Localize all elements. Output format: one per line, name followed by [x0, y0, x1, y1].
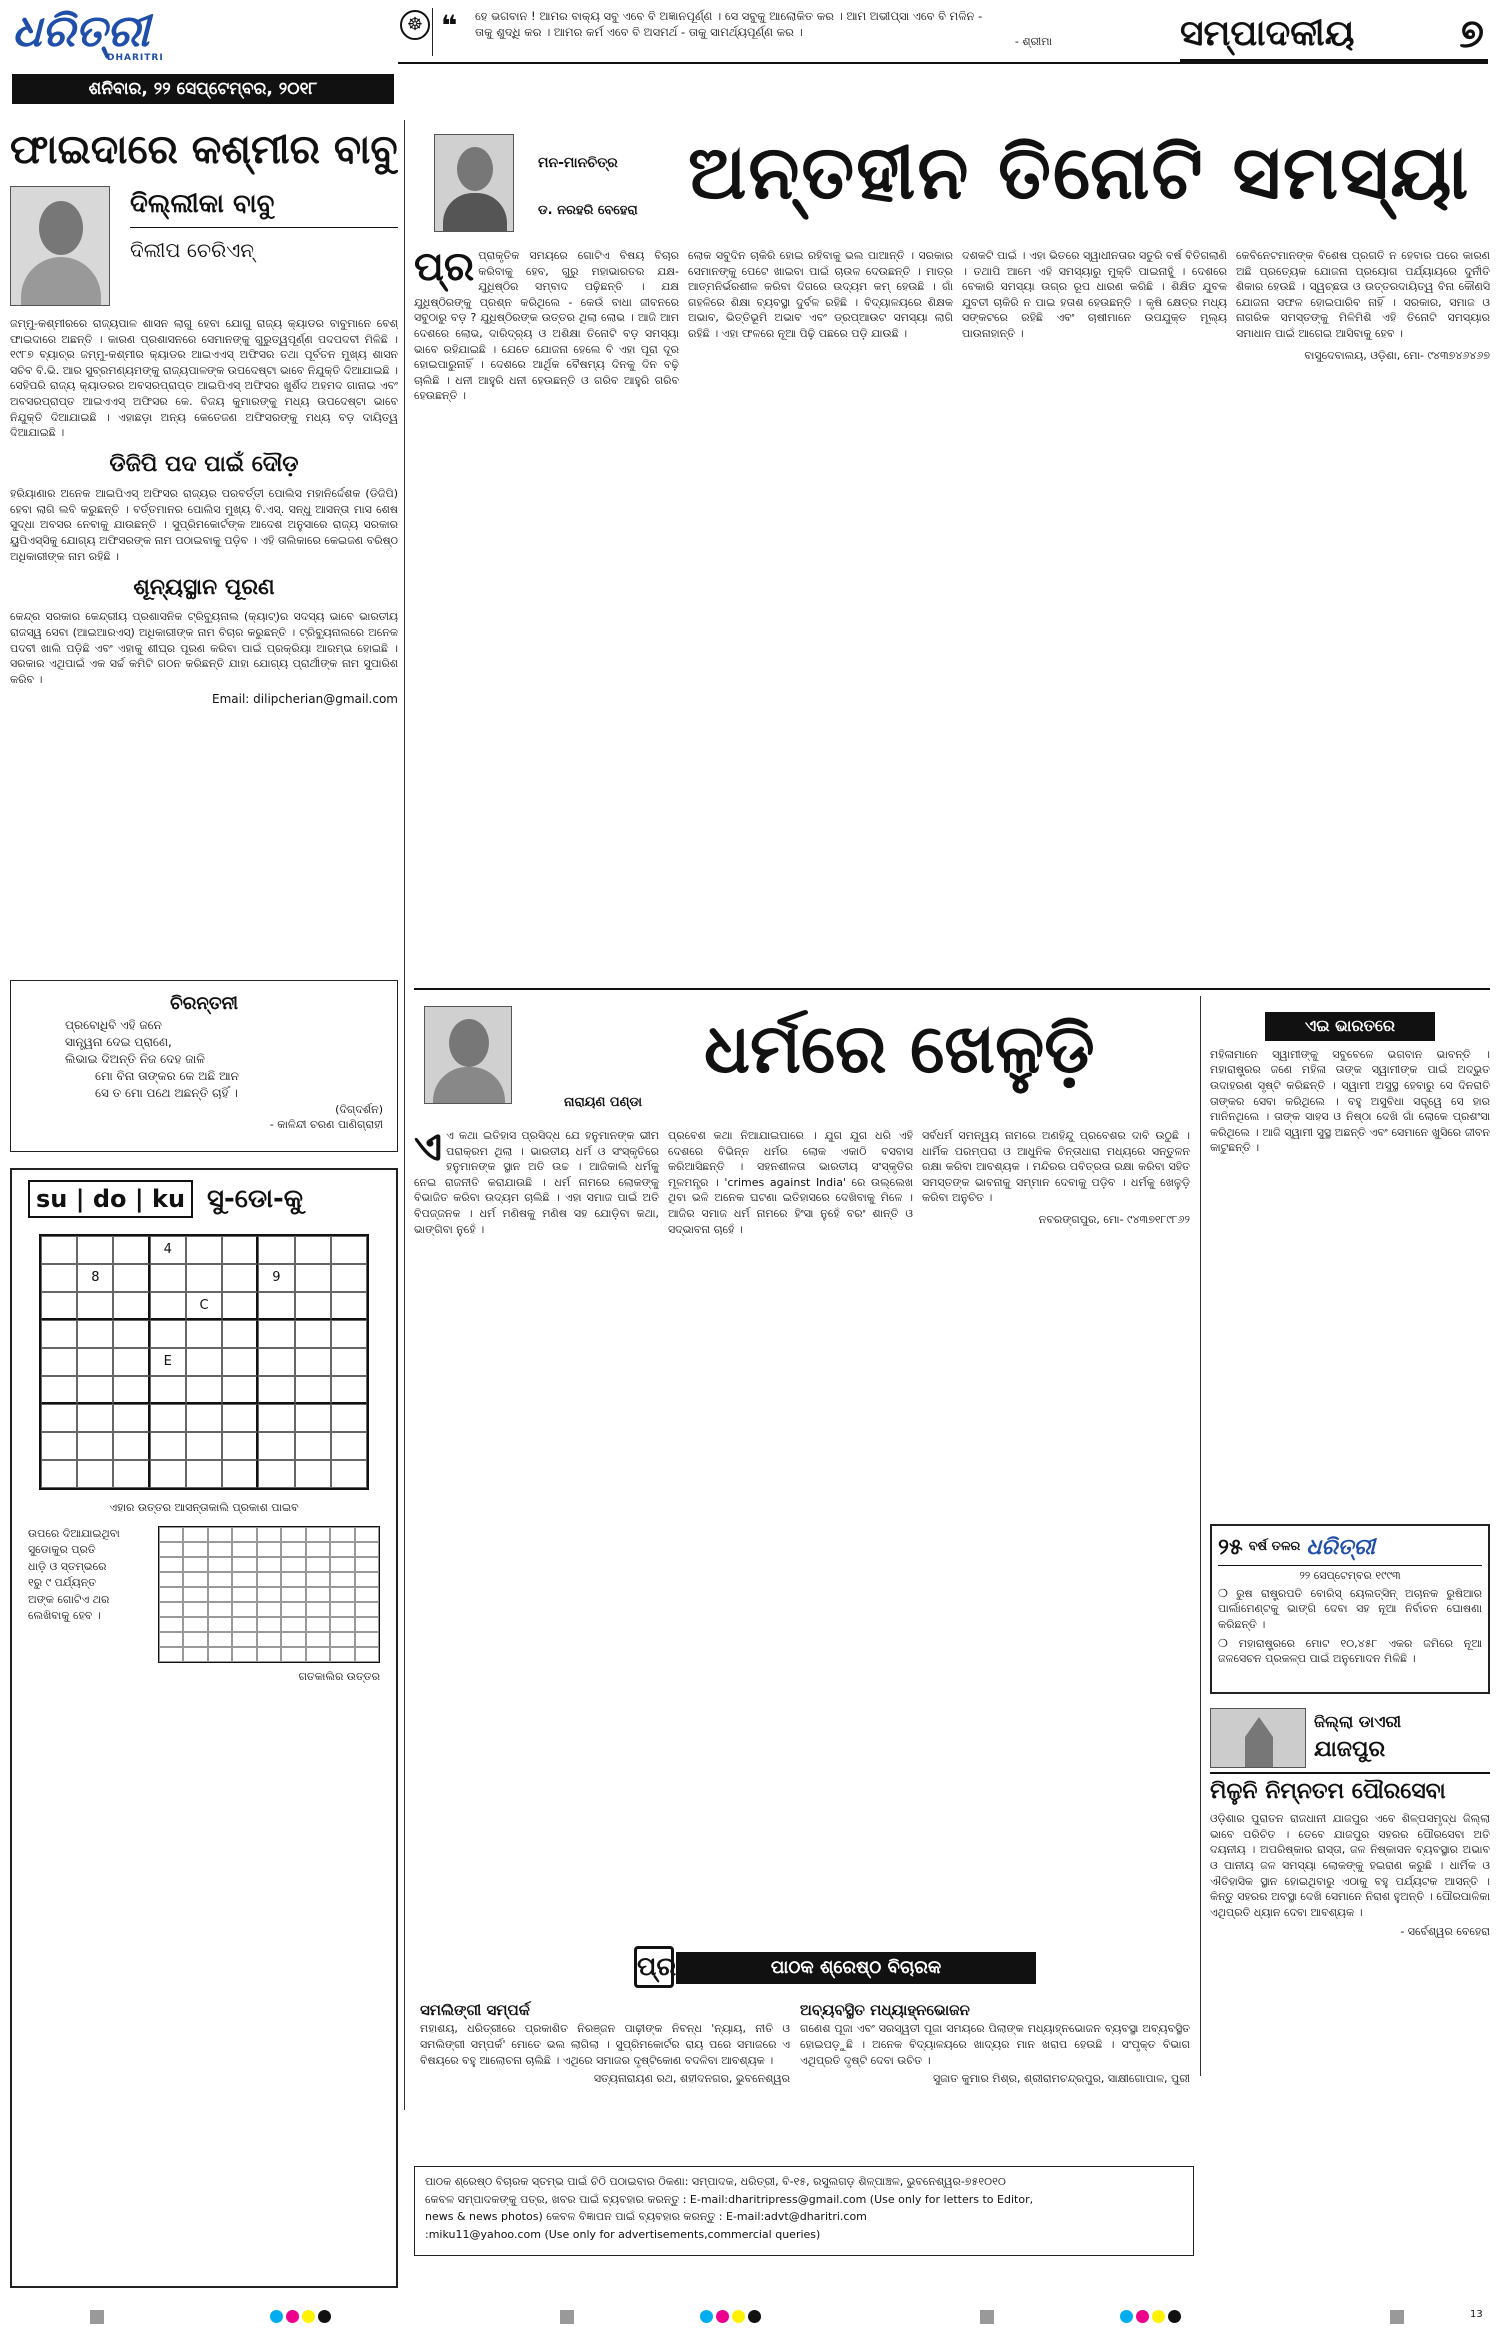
sudoku-prev-label: ଗତକାଲିର ଉତ୍ତର: [298, 1669, 380, 1683]
dharma-col-c: [922, 1128, 1190, 2008]
sudoku-cell[interactable]: [41, 1404, 77, 1432]
sudoku-prev-cell: [183, 1647, 207, 1662]
sudoku-instruction: ଅଙ୍କ ଗୋଟିଏ ଥର: [28, 1592, 110, 1606]
sudoku-cell[interactable]: [77, 1348, 113, 1376]
dharma-byline-end: ନବରଙ୍ଗପୁର, ମୋ- ୯୪୩୭୧୮୯୮୬୨: [1038, 1213, 1190, 1227]
main-col-d: [1236, 248, 1490, 868]
dharma-col-b: [668, 1128, 913, 2008]
sudoku-prev-cell: [208, 1647, 232, 1662]
letters-footer-email[interactable]: news & news photos) କେବଳ ବିଜ୍ଞାପନ ପାଇଁ ବ୍ୟବହାର କରନ୍ତୁ : E-mail:advt@dharitri.com: [425, 2210, 867, 2224]
sudoku-cell[interactable]: [77, 1460, 113, 1488]
ei-bharatare-title-text: ଏଇ ଭାରତରେ: [1304, 1016, 1396, 1035]
sudoku-cell[interactable]: 8: [77, 1264, 113, 1292]
sudoku-prev-cell: [330, 1527, 354, 1542]
main-byline-end: ବାସୁଦେବାଲୟ, ଓଡ଼ିଶା, ମୋ- ୯୪୩୭୪୬୪୬୭: [1304, 348, 1490, 362]
column1-body-3: କେନ୍ଦ୍ର ସରକାର କେନ୍ଦ୍ରୀୟ ପ୍ରଶାସନିକ ଟ୍ରିବ୍ୟୁନାଲ (କ୍ୟାଟ୍‌)ର ସଦସ୍ୟ ଭାବେ ଭାରତୀୟ ରାଜସ୍ୱ ସେବା (ଆଇଆରଏସ୍‌) ଅଧିକାରୀଙ୍କ ନାମ ବିଚାର କରୁଛନ୍ତି । ଟ୍ରିବ୍ୟୁନାଲରେ ଅନେକ ପଦବୀ ଖାଲି ପଡ଼ିଛି ଏବଂ ଏହାକୁ ଶୀଘ୍ର ପୂରଣ କରିବା ପାଇଁ ପ୍ରକ୍ରିୟା ଆରମ୍ଭ ହୋଇଛି । ସରକାର ଏଥିପାଇଁ ଏକ ସର୍ଚ୍ଚ କମିଟି ଗଠନ କରିଛନ୍ତି ଯାହା ଯୋଗ୍ୟ ପ୍ରାର୍ଥୀଙ୍କ ନାମ ସୁପାରିଶ କରିବ ।: [10, 610, 398, 686]
sudoku-prev-cell: [232, 1617, 256, 1632]
sudoku-cell[interactable]: [331, 1376, 367, 1404]
letter-1-body: ମହାଶୟ, ଧରିତ୍ରୀରେ ପ୍ରକାଶିତ ନିରଞ୍ଜନ ପାଢ଼ୀଙ୍କ ନିବନ୍ଧ 'ନ୍ୟାୟ, ନୀତି ଓ ସମଲିଙ୍ଗୀ ସମ୍ପର୍କ' ମୋତେ ଭଲ ଲାଗିଲା । ସୁପ୍ରିମକୋର୍ଟର ରାୟ ପରେ ସମାଜରେ ଏ ବିଷୟରେ ବହୁ ଆଲୋଚନା ଚାଲିଛି । ଏଥିରେ ସମାଜର ଦୃଷ୍ଟିକୋଣ ବଦଳିବା ଆବଶ୍ୟକ ।: [420, 2022, 790, 2067]
bullet-icon: ❍: [1218, 1636, 1239, 1650]
sudoku-prev-cell: [159, 1587, 183, 1602]
sudoku-prev-cell: [306, 1527, 330, 1542]
sudoku-prev-cell: [232, 1602, 256, 1617]
column1-subhead-2: ଶୂନ୍ୟସ୍ଥାନ ପୂରଣ: [133, 575, 275, 601]
sudoku-cell[interactable]: [186, 1460, 222, 1488]
dropcap: ଏ: [414, 1128, 443, 1170]
sudoku-cell[interactable]: [150, 1432, 186, 1460]
sudoku-prev-cell: [257, 1542, 281, 1557]
dharma-headline: ଧର୍ମରେ ଖେଳୁଡ଼ି: [704, 1010, 1095, 1089]
bullet-icon: ❍: [1218, 1586, 1237, 1600]
sudoku-cell[interactable]: [41, 1432, 77, 1460]
sudoku-prev-cell: [330, 1617, 354, 1632]
letters-header: [414, 1944, 1194, 1992]
sudoku-prev-cell: [355, 1617, 379, 1632]
letter-2-body: ଗଣେଶ ପୂଜା ଏବଂ ସରସ୍ୱତୀ ପୂଜା ସମୟରେ ପିଲାଙ୍କ ମଧ୍ୟାହ୍ନଭୋଜନ ବ୍ୟବସ୍ଥା ଅବ୍ୟବସ୍ଥିତ ହୋଇପଡ଼ୁଛି । ଅନେକ ବିଦ୍ୟାଳୟରେ ଖାଦ୍ୟର ମାନ ଖରାପ ହେଉଛି । ସଂପୃକ୍ତ ବିଭାଗ ଏଥିପ୍ରତି ଦୃଷ୍ଟି ଦେବା ଉଚିତ ।: [800, 2022, 1190, 2067]
sudoku-prev-cell: [183, 1617, 207, 1632]
sudoku-prev-cell: [183, 1542, 207, 1557]
main-col-b: [688, 248, 953, 868]
sudoku-cell[interactable]: [113, 1320, 149, 1348]
date-box: [12, 74, 394, 104]
letter-2-title: ଅବ୍ୟବସ୍ଥିତ ମଧ୍ୟାହ୍ନଭୋଜନ: [800, 2001, 970, 2019]
sudoku-cell[interactable]: [150, 1460, 186, 1488]
section-rule: [414, 988, 1490, 990]
sudoku-cell[interactable]: [186, 1264, 222, 1292]
column-divider: [1200, 996, 1201, 2076]
sudoku-prev-cell: [355, 1602, 379, 1617]
sudoku-cell[interactable]: [258, 1460, 294, 1488]
poem-line: ମୋ ବିନା ତାଙ୍କର କେ ଅଛି ଆନ: [95, 1068, 239, 1083]
sudoku-prev-cell: [183, 1587, 207, 1602]
poem-title: ଚିରନ୍ତନୀ: [169, 993, 238, 1014]
section-banner: [1180, 6, 1488, 62]
sudoku-cell[interactable]: [222, 1236, 258, 1264]
dharma-author: ନାରାୟଣ ପଣ୍ଡା: [564, 1095, 643, 1110]
sudoku-prev-cell: [257, 1527, 281, 1542]
sudoku-cell[interactable]: [150, 1292, 186, 1320]
sudoku-prev-cell: [306, 1557, 330, 1572]
dharma-col-c-text: ସର୍ବଧର୍ମ ସମନ୍ୱୟ ନାମରେ ଅଣହିନ୍ଦୁ ପ୍ରବେଶର ଦାବି ଉଠୁଛି । ଧାର୍ମିକ ପରମ୍ପରା ଓ ଆଧୁନିକ ଚିନ୍ତାଧାରା ମଧ୍ୟରେ ସନ୍ତୁଳନ ରକ୍ଷା କରିବା ଆବଶ୍ୟକ । ମନ୍ଦିରର ପବିତ୍ରତା ରକ୍ଷା କରିବା ସହିତ ସମସ୍ତଙ୍କ ଭାବନାକୁ ସମ୍ମାନ ଦେବାକୁ ପଡ଼ିବ । ଧର୍ମକୁ ଖେଳୁଡ଼ି କରିବା ଅନୁଚିତ ।: [922, 1129, 1190, 1205]
sudoku-cell[interactable]: C: [186, 1292, 222, 1320]
sudoku-cell[interactable]: [258, 1432, 294, 1460]
sudoku-prev-cell: [281, 1587, 305, 1602]
logo-sub: DHARITRI: [107, 53, 164, 63]
sudoku-prev-cell: [330, 1647, 354, 1662]
sudoku-cell[interactable]: [77, 1376, 113, 1404]
sudoku-cell[interactable]: [41, 1460, 77, 1488]
sudoku-cell[interactable]: 4: [150, 1236, 186, 1264]
sudoku-cell[interactable]: [41, 1348, 77, 1376]
sudoku-prev-cell: [257, 1602, 281, 1617]
sudoku-prev-cell: [306, 1617, 330, 1632]
temple-image: [1210, 1708, 1306, 1768]
sudoku-prev-cell: [159, 1557, 183, 1572]
sudoku-instruction: ଉପରେ ଦିଆଯାଇଥିବା: [28, 1526, 120, 1540]
ei-bharatare-box: [1210, 1012, 1490, 1512]
sudoku-prev-cell: [355, 1527, 379, 1542]
sudoku-cell[interactable]: [258, 1292, 294, 1320]
sudoku-prev-cell: [281, 1632, 305, 1647]
sudoku-prev-cell: [281, 1557, 305, 1572]
sudoku-prev-cell: [355, 1587, 379, 1602]
sudoku-cell[interactable]: [77, 1320, 113, 1348]
column1-subhead-1: ଡିଜିପି ପଦ ପାଇଁ ଦୌଡ଼: [109, 451, 299, 477]
sudoku-cell[interactable]: [222, 1348, 258, 1376]
letter-1-author: ସତ୍ୟନାରାୟଣ ରଥ, ଶହୀଦନଗର, ଭୁବନେଶ୍ୱର: [593, 2072, 790, 2086]
sudoku-cell[interactable]: [222, 1292, 258, 1320]
dharma-header: [414, 996, 1194, 1126]
sudoku-cell[interactable]: [77, 1404, 113, 1432]
sudoku-prev-cell: [330, 1602, 354, 1617]
sudoku-prev-cell: [232, 1542, 256, 1557]
sudoku-prev-cell: [306, 1602, 330, 1617]
sudoku-cell[interactable]: [113, 1404, 149, 1432]
sudoku-cell[interactable]: [222, 1264, 258, 1292]
sudoku-prev-cell: [183, 1602, 207, 1617]
print-marks: [0, 2306, 1500, 2330]
masthead-rule: [398, 62, 1488, 64]
sudoku-title-or: ସୁ-ଡୋ-କୁ: [207, 1183, 304, 1214]
ei-bharatare-title: [1265, 1012, 1435, 1041]
sudoku-box: [10, 1168, 398, 2288]
sudoku-cell[interactable]: [222, 1320, 258, 1348]
poem-line: ପ୍ରବୋଧିବି ଏହି ଜନେ: [65, 1017, 162, 1032]
sudoku-prev-cell: [159, 1542, 183, 1557]
logo-main: ଧରିତ୍ରୀ: [12, 6, 150, 57]
letter-2-author: ସୁଜାତ କୁମାର ମିଶ୍ର, ଶ୍ରୀରାମଚନ୍ଦ୍ରପୁର, ସାକ୍ଷୀଗୋପାଳ, ପୁରୀ: [932, 2072, 1190, 2086]
sudoku-prev-cell: [208, 1572, 232, 1587]
sudoku-prev-cell: [355, 1542, 379, 1557]
letters-header-text: ପାଠକ ଶ୍ରେଷ୍ଠ ବିଚାରକ: [770, 1957, 942, 1978]
sudoku-cell[interactable]: [222, 1376, 258, 1404]
sudoku-prev-cell: [159, 1632, 183, 1647]
sudoku-grid[interactable]: [39, 1234, 369, 1490]
sudoku-prev-cell: [159, 1602, 183, 1617]
sudoku-cell[interactable]: [186, 1432, 222, 1460]
poem-line: ସାନ୍ତ୍ୱନା ଦେଇ ପ୍ରାଣେ,: [65, 1034, 172, 1049]
sudoku-cell[interactable]: [331, 1320, 367, 1348]
years25-item-text: ମହାରାଷ୍ଟ୍ରରେ ମୋଟ ୧୦,୪୫୮ ଏକର ଜମିରେ ନୂଆ ଜଳସେଚନ ପ୍ରକଳ୍ପ ପାଇଁ ଅନୁମୋଦନ ମିଳିଛି ।: [1218, 1636, 1482, 1666]
poem-source: (ଦିଗ୍‌ଦର୍ଶନ): [335, 1102, 383, 1116]
sudoku-cell[interactable]: [186, 1404, 222, 1432]
main-col-a-text: ପ୍ରାକୃତିକ ସମୟରେ ଗୋଟିଏ ବିଷୟ ବିଚାର କରିବାକୁ ହେବ, ଗୁରୁ ମହାଭାରତର ଯକ୍ଷ-ଯୁଧିଷ୍ଠିର ସମ୍ବାଦ ପଢ଼ିଛନ୍ତି । ଯକ୍ଷ ଯୁଧିଷ୍ଠିରଙ୍କୁ ପ୍ରଶ୍ନ କରିଥିଲେ - କେଉଁ ବାଧା ଜୀବନରେ ସବୁଠାରୁ ବଡ଼ ? ଯୁଧିଷ୍ଠିରଙ୍କ ଉତ୍ତର ଥିଲା ଲୋଭ । ଆଜି ଆମ ଦେଶରେ ଲୋଭ, ଦାରିଦ୍ର୍ୟ ଓ ଅଶିକ୍ଷା ତିନୋଟି ବଡ଼ ସମସ୍ୟା ଭାବେ ରହିଯାଇଛି । ଯେତେ ଯୋଜନା ହେଲେ ବି ଏହା ପୂରା ଦୂର ହୋଇପାରୁନାହିଁ । ଦେଶରେ ଆର୍ଥିକ ବୈଷମ୍ୟ ଦିନକୁ ଦିନ ବଢ଼ି ଚାଲିଛି । ଧନୀ ଆହୁରି ଧନୀ ହେଉଛନ୍ତି ଓ ଗରିବ ଆହୁରି ଗରିବ ହେଉଛନ୍ତି ।: [414, 249, 679, 403]
sudoku-prev-cell: [208, 1602, 232, 1617]
sudoku-cell[interactable]: [113, 1376, 149, 1404]
main-author-photo: [434, 134, 514, 232]
sudoku-prev-cell: [257, 1617, 281, 1632]
sudoku-prev-cell: [330, 1542, 354, 1557]
years25-box: [1210, 1524, 1490, 1694]
column1-author: ଦିଲୀପ ଚେରିଏନ୍‌: [130, 237, 255, 262]
sudoku-prev-cell: [208, 1632, 232, 1647]
sudoku-cell[interactable]: [258, 1376, 294, 1404]
sudoku-cell[interactable]: [331, 1292, 367, 1320]
letter-1-title: ସମଲିଙ୍ଗୀ ସମ୍ପର୍କ: [420, 2001, 530, 2019]
sudoku-cell[interactable]: [295, 1460, 331, 1488]
sudoku-cell[interactable]: [258, 1348, 294, 1376]
sudoku-prev-cell: [183, 1527, 207, 1542]
sudoku-cell[interactable]: [295, 1236, 331, 1264]
letters-footer-address: ପାଠକ ଶ୍ରେଷ୍ଠ ବିଚାରକ ସ୍ତମ୍ଭ ପାଇଁ ଚିଠି ପଠାଇବାର ଠିକଣା: ସମ୍ପାଦକ, ଧରିତ୍ରୀ, ବି-୧୫, ରସୁଲଗଡ଼ ଶିଳ୍ପାଞ୍ଚଳ, ଭୁବନେଶ୍ୱର-୭୫୧୦୧୦: [425, 2175, 1006, 2188]
sudoku-cell[interactable]: [113, 1264, 149, 1292]
grey-mark: [560, 2310, 574, 2324]
sudoku-cell[interactable]: [331, 1460, 367, 1488]
letter-1: [420, 2000, 790, 2160]
sudoku-prev-cell: [232, 1647, 256, 1662]
sudoku-prev-cell: [159, 1647, 183, 1662]
sudoku-cell[interactable]: [295, 1320, 331, 1348]
letter-2: [800, 2000, 1190, 2160]
sudoku-instruction: ଲେଖିବାକୁ ହେବ ।: [28, 1609, 101, 1623]
jilla-body: ଓଡ଼ିଶାର ପୁରାତନ ରାଜଧାନୀ ଯାଜପୁର ଏବେ ଶିଳ୍ପସମୃଦ୍ଧ ଜିଲ୍ଲା ଭାବେ ପରିଚିତ । ତେବେ ଯାଜପୁର ସହରର ପୌରସେବା ଅତି ଦୟନୀୟ । ଅପରିଷ୍କାର ରାସ୍ତା, ଜଳ ନିଷ୍କାସନ ବ୍ୟବସ୍ଥାର ଅଭାବ ଓ ପାନୀୟ ଜଳ ସମସ୍ୟା ଲୋକଙ୍କୁ ହଇରାଣ କରୁଛି । ଧାର୍ମିକ ଓ ଐତିହାସିକ ସ୍ଥାନ ହୋଇଥିବାରୁ ଏଠାକୁ ବହୁ ପର୍ଯ୍ୟଟକ ଆସନ୍ତି । କିନ୍ତୁ ସହରର ଅବସ୍ଥା ଦେଖି ସେମାନେ ନିରାଶ ହୁଅନ୍ତି । ପୌରପାଳିକା ଏଥିପ୍ରତି ଧ୍ୟାନ ଦେବା ଆବଶ୍ୟକ ।: [1210, 1812, 1490, 1919]
poem-author: - କାଳିନ୍ଦୀ ଚରଣ ପାଣିଗ୍ରାହୀ: [269, 1118, 383, 1132]
years25-item-text: ରୁଷ ରାଷ୍ଟ୍ରପତି ବୋରିସ୍‌ ୟେଲତ୍‌ସିନ୍‌ ଅଚାନକ ରୁଷିଆର ପାର୍ଲାମେଣ୍ଟକୁ ଭାଙ୍ଗି ଦେବା ସହ ନୂଆ ନିର୍ବାଚନ ଘୋଷଣା କରିଛନ୍ତି ।: [1218, 1586, 1482, 1632]
sudoku-cell[interactable]: [222, 1460, 258, 1488]
sudoku-prev-cell: [183, 1557, 207, 1572]
sudoku-cell[interactable]: [331, 1236, 367, 1264]
dharma-author-photo: [424, 1006, 512, 1104]
main-col-c: [962, 248, 1227, 868]
column-divider: [404, 120, 405, 2110]
sudoku-cell[interactable]: [150, 1320, 186, 1348]
letters-footer: [414, 2166, 1194, 2256]
sudoku-prev-cell: [281, 1617, 305, 1632]
sudoku-cell[interactable]: [41, 1320, 77, 1348]
sudoku-cell[interactable]: 9: [258, 1264, 294, 1292]
sudoku-cell[interactable]: [41, 1376, 77, 1404]
sudoku-prev-cell: [281, 1602, 305, 1617]
sudoku-prev-cell: [281, 1572, 305, 1587]
sudoku-cell[interactable]: [295, 1348, 331, 1376]
sudoku-prev-cell: [281, 1647, 305, 1662]
jilla-author: - ସର୍ବେଶ୍ୱର ବେହେରା: [1400, 1924, 1490, 1938]
sudoku-prev-cell: [183, 1572, 207, 1587]
sudoku-prev-cell: [257, 1557, 281, 1572]
sudoku-cell[interactable]: [331, 1432, 367, 1460]
jilla-headline: ମିଳୁନି ନିମ୍ନତମ ପୌରସେବା: [1210, 1772, 1490, 1807]
sudoku-cell[interactable]: [41, 1292, 77, 1320]
sudoku-cell[interactable]: [258, 1320, 294, 1348]
years25-text: ବର୍ଷ ତଳର: [1248, 1539, 1301, 1555]
sudoku-cell[interactable]: [295, 1404, 331, 1432]
sudoku-cell[interactable]: [113, 1348, 149, 1376]
sudoku-cell[interactable]: [41, 1264, 77, 1292]
sudoku-cell[interactable]: [113, 1292, 149, 1320]
sudoku-prev-cell: [232, 1587, 256, 1602]
quote-line-1: ହେ ଭଗବାନ ! ଆମର ବାକ୍ୟ ସବୁ ଏବେ ବି ଅଜ୍ଞାନପୂର୍ଣ୍ଣ । ସେ ସବୁକୁ ଆଲୋକିତ କର । ଆମ ଅଭୀପ୍ସା ଏବେ ବି ମଳିନ -: [475, 9, 983, 23]
sudoku-prev-cell: [257, 1632, 281, 1647]
sudoku-prev-cell: [232, 1632, 256, 1647]
sudoku-answer-note: ଏହାର ଉତ୍ତର ଆସନ୍ତାକାଲି ପ୍ରକାଶ ପାଇବ: [109, 1501, 299, 1515]
sudoku-prev-cell: [330, 1587, 354, 1602]
sudoku-instruction: ୧ରୁ ୯ ପର୍ଯ୍ୟନ୍ତ: [28, 1576, 97, 1590]
sudoku-prev-cell: [159, 1527, 183, 1542]
sudoku-prev-cell: [355, 1647, 379, 1662]
sudoku-prev-cell: [257, 1572, 281, 1587]
sudoku-cell[interactable]: [186, 1348, 222, 1376]
sudoku-prev-cell: [232, 1527, 256, 1542]
column1: [10, 124, 398, 964]
dharma-col-b-text: ପ୍ରବେଶ କଥା ନିଆଯାଇପାରେ । ଯୁଗ ଯୁଗ ଧରି ଏହି ଦେଶରେ ବିଭିନ୍ନ ଧର୍ମର ଲୋକ ଏକାଠି ବସବାସ କରିଆସିଛନ୍ତି । ସହନଶୀଳତା ଭାରତୀୟ ସଂସ୍କୃତିର ମୂଳମନ୍ତ୍ର । 'crimes against India' ରେ ଉଲ୍ଲେଖ ଥିବା ଭଳି ଅନେକ ଘଟଣା ଇତିହାସରେ ଦେଖିବାକୁ ମିଳେ । ଆଜିର ସମାଜ ଧର୍ମ ନାମରେ ହିଂସା ନୁହେଁ ବରଂ ଶାନ୍ତି ଓ ସଦ୍‌ଭାବନା ଚାହେଁ ।: [668, 1129, 913, 1236]
main-col-c-text: ଦଶକଟି ପାଇଁ । ଏହା ଭିତରେ ସ୍ୱାଧୀନତାର ସତୁରି ବର୍ଷ ବିତିଗଲାଣି । ତଥାପି ଆମେ ଏହି ସମସ୍ୟାରୁ ମୁକ୍ତି ପାଇନାହୁଁ । ଦେଶରେ ବେକାରି ସମସ୍ୟା ଉଗ୍ର ରୂପ ଧାରଣ କରିଛି । ଶିକ୍ଷିତ ଯୁବକ ଯୁବତୀ ଚାକିରି ନ ପାଇ ହତାଶ ହେଉଛନ୍ତି । କୃଷି କ୍ଷେତ୍ର ମଧ୍ୟ ସଙ୍କଟରେ ରହିଛି ଏବଂ ଚାଷୀମାନେ ଉପଯୁକ୍ତ ମୂଲ୍ୟ ପାଉନାହାନ୍ତି ।: [962, 249, 1227, 341]
sudoku-cell[interactable]: [150, 1264, 186, 1292]
main-col-a: [414, 248, 679, 868]
sudoku-prev-cell: [208, 1557, 232, 1572]
sudoku-prev-cell: [281, 1542, 305, 1557]
quote-box: [432, 8, 1062, 56]
column1-body-2: ହରିୟାଣାର ଅନେକ ଆଇପିଏସ୍‌ ଅଫିସର ରାଜ୍ୟର ପରବର୍ତ୍ତୀ ପୋଲିସ ମହାନିର୍ଦ୍ଦେଶକ (ଡିଜିପି) ହେବା ଲାଗି ଲବି କରୁଛନ୍ତି । ବର୍ତ୍ତମାନର ପୋଲିସ ମୁଖ୍ୟ ବି.ଏସ୍‌. ସନ୍ଧୁ ଆସନ୍ତା ମାସ ଶେଷ ସୁଦ୍ଧା ଅବସର ନେବାକୁ ଯାଉଛନ୍ତି । ସୁପ୍ରିମକୋର୍ଟଙ୍କ ଆଦେଶ ଅନୁସାରେ ରାଜ୍ୟ ସରକାର ୟୁପିଏସ୍‌ସିକୁ ଯୋଗ୍ୟ ଅଫିସରଙ୍କ ନାମ ପଠାଇବାକୁ ପଡ଼ିବ । ଏହି ତାଲିକାରେ କେଇଜଣ ବରିଷ୍ଠ ଅଧିକାରୀଙ୍କ ନାମ ରହିଛି ।: [10, 487, 398, 563]
pen-icon: ପ୍ର: [634, 1946, 674, 1988]
quote-line-2: ତାକୁ ଶୁଦ୍ଧି କର । ଆମର କର୍ମ ଏବେ ବି ଅସମର୍ଥ - ତାକୁ ସାମର୍ଥ୍ୟପୂର୍ଣ୍ଣ କର ।: [475, 25, 803, 40]
letters-header-title: [676, 1952, 1036, 1984]
sudoku-cell[interactable]: [186, 1236, 222, 1264]
main-header: [414, 118, 1490, 238]
sudoku-prev-cell: [355, 1572, 379, 1587]
sudoku-prev-cell: [208, 1527, 232, 1542]
column1-body-1: ଜମ୍ମୁ-କଶ୍ମୀରରେ ରାଜ୍ୟପାଳ ଶାସନ ଲାଗୁ ହେବା ଯୋଗୁ ରାଜ୍ୟ କ୍ୟାଡର ବାବୁମାନେ ବେଶ୍‌ ଫାଇଦାରେ ଅଛନ୍ତି । କାରଣ ପ୍ରଶାସନରେ ସେମାନଙ୍କୁ ଗୁରୁତ୍ୱପୂର୍ଣ୍ଣ ପଦପଦବୀ ମିଳିଛି । ୧୯୮୭ ବ୍ୟାଚ୍‌ର ଜମ୍ମୁ-କଶ୍ମୀର କ୍ୟାଡର ଆଇଏଏସ୍‌ ଅଫିସର ତଥା ପୂର୍ବତନ ମୁଖ୍ୟ ଶାସନ ସଚିବ ବି.ଭି. ଆର ସୁବ୍ରମଣ୍ୟମଙ୍କୁ ରାଜ୍ୟପାଳଙ୍କ ଉପଦେଷ୍ଟା ଭାବେ ନିଯୁକ୍ତି ଦିଆଯାଇଛି । ସେହିପରି ରାଜ୍ୟ କ୍ୟାଡରର ଅବସରପ୍ରାପ୍ତ ଆଇପିଏସ୍‌ ଅଫିସର ଖୁର୍ଶିଦ ଅହମଦ ଗାନାଇ ଏବଂ ଅବସରପ୍ରାପ୍ତ ଆଇଏଏସ୍‌ ଅଫିସର କେ. ବିଜୟ କୁମାରଙ୍କୁ ମଧ୍ୟ ଉପଦେଷ୍ଟା ଭାବେ ନିଯୁକ୍ତି ଦିଆଯାଇଛି । ଏହାଛଡ଼ା ଅନ୍ୟ କେତେଜଣ ଅଫିସରଙ୍କୁ ମଧ୍ୟ ବଡ଼ ଦାୟିତ୍ୱ ଦିଆଯାଇଛି ।: [10, 317, 398, 440]
sudoku-title-en: su | do | ku: [28, 1180, 193, 1218]
color-bar: [1120, 2310, 1184, 2328]
letters-footer-email[interactable]: କେବଳ ସମ୍ପାଦକଙ୍କୁ ପତ୍ର, ଖବର ପାଇଁ ବ୍ୟବହାର କରନ୍ତୁ : E-mail:dharitripress@gmail.com (Use only for letters to Editor,: [425, 2192, 1034, 2206]
color-bar: [700, 2310, 764, 2328]
date-text: ଶନିବାର, ୨୨ ସେପ୍ଟେମ୍ବର, ୨୦୧୮: [88, 79, 318, 99]
sudoku-cell[interactable]: [150, 1404, 186, 1432]
letters-footer-email[interactable]: :miku11@yahoo.com (Use only for advertisements,commercial queries): [425, 2227, 821, 2241]
sudoku-cell[interactable]: [331, 1348, 367, 1376]
column1-email[interactable]: Email: dilipcherian@gmail.com: [212, 692, 398, 707]
grey-mark: [90, 2310, 104, 2324]
sudoku-prev-cell: [159, 1617, 183, 1632]
sudoku-cell[interactable]: [150, 1376, 186, 1404]
grey-mark: [980, 2310, 994, 2324]
sudoku-prev-cell: [281, 1527, 305, 1542]
sudoku-prev-cell: [306, 1587, 330, 1602]
sudoku-instruction: ଧାଡ଼ି ଓ ସ୍ତମ୍ଭରେ: [28, 1559, 107, 1573]
sudoku-prev-cell: [208, 1617, 232, 1632]
sudoku-prev-cell: [330, 1557, 354, 1572]
years25-date: ୨୨ ସେପ୍ଟେମ୍ବର ୧୯୯୩: [1299, 1569, 1401, 1583]
jilla-box: [1210, 1708, 1490, 2088]
column1-title: ଫାଇଦାରେ କଶ୍ମୀର ବାବୁ: [10, 127, 398, 173]
years25-item: [1218, 1586, 1482, 1633]
years25-number: ୨୫: [1218, 1535, 1243, 1560]
sudoku-cell[interactable]: [258, 1236, 294, 1264]
sudoku-prev-cell: [257, 1647, 281, 1662]
sudoku-prev-cell: [232, 1557, 256, 1572]
sudoku-cell[interactable]: [186, 1376, 222, 1404]
sudoku-prev-grid: [158, 1526, 380, 1663]
sudoku-cell[interactable]: [77, 1292, 113, 1320]
sudoku-cell[interactable]: [113, 1460, 149, 1488]
sudoku-prev-cell: [306, 1647, 330, 1662]
sudoku-prev-cell: [330, 1632, 354, 1647]
main-col-b-text: ଲୋକ ସବୁଦିନ ଚାକିରି ହୋଇ ରହିବାକୁ ଭଲ ପାଆନ୍ତି । ସରକାର ସେମାନଙ୍କୁ ପେଟେ ଖାଇବା ପାଇଁ ଚାଉଳ ଦେଉଛନ୍ତି । ମାତ୍ର ଆତ୍ମନିର୍ଭରଶୀଳ କରିବା ଦିଗରେ ଉଦ୍ୟମ କମ୍‌ ହେଉଛି । ଗାଁ ଗହଳିରେ ଶିକ୍ଷା ବ୍ୟବସ୍ଥା ଦୁର୍ବଳ ରହିଛି । ବିଦ୍ୟାଳୟରେ ଶିକ୍ଷକ ଅଭାବ, ଭିତ୍ତିଭୂମି ଅଭାବ ଏବଂ ଡ୍ରପ୍‌ଆଉଟ ସମସ୍ୟା ଲାଗି ରହିଛି । ଏହା ଫଳରେ ନୂଆ ପିଢ଼ି ପଛରେ ପଡ଼ି ଯାଉଛି ।: [688, 249, 953, 341]
sudoku-cell[interactable]: [295, 1376, 331, 1404]
sudoku-prev-cell: [330, 1572, 354, 1587]
sudoku-prev-cell: [355, 1557, 379, 1572]
section-title: ସମ୍ପାଦକୀୟ: [1180, 13, 1355, 54]
quote-author: - ଶ୍ରୀମା: [1014, 35, 1052, 48]
wheel-icon: ☸: [400, 10, 430, 40]
quote-mark-icon: ❝: [441, 9, 458, 42]
poem-line: ସେ ତ ମୋ ପଥେ ଅଛନ୍ତି ଚାହିଁ ।: [95, 1085, 238, 1100]
mana-label: ମନ-ମାନଚିତ୍ର: [538, 155, 618, 171]
jilla-label: ଜିଲ୍ଲା ଡାଏରୀ: [1314, 1712, 1402, 1732]
sudoku-cell[interactable]: [258, 1404, 294, 1432]
page-marker: 13: [1470, 2309, 1483, 2320]
dharma-col-a-text: ଏ କଥା ଇତିହାସ ପ୍ରସିଦ୍ଧ ଯେ ହନୁମାନଙ୍କ ଭୀମ ପରାକ୍ରମ ଥିଲା । ଭାରତୀୟ ଧର୍ମ ଓ ସଂସ୍କୃତିରେ ହନୁମାନଙ୍କ ସ୍ଥାନ ଅତି ଉଚ୍ଚ । ଆଜିକାଲି ଧର୍ମକୁ ନେଇ ରାଜନୀତି କରାଯାଉଛି । ଧର୍ମ ନାମରେ ଲୋକଙ୍କୁ ବିଭାଜିତ କରିବା ଉଦ୍ୟମ ଚାଲିଛି । ଏହା ସମାଜ ପାଇଁ ଅତି ବିପଜ୍ଜନକ । ଧର୍ମ ମଣିଷକୁ ମଣିଷ ସହ ଯୋଡ଼ିବା କଥା, ଭାଙ୍ଗିବା ନୁହେଁ ।: [414, 1129, 659, 1236]
sudoku-cell[interactable]: [77, 1236, 113, 1264]
color-bar: [270, 2310, 334, 2328]
sudoku-prev-cell: [159, 1572, 183, 1587]
main-col-d-text: କେବିନେଟମାନଙ୍କ ବିଶେଷ ପ୍ରଗତି ନ ହେବାର ପରେ କାରଣ ଅଛି ପ୍ରତ୍ୟେକ ଯୋଜନା ପ୍ରୟୋଗ ପର୍ଯ୍ୟାୟରେ ଦୁର୍ନୀତି ଶିକାର ହେଉଛି । ସ୍ୱଚ୍ଛତା ଓ ଉତ୍ତରଦାୟିତ୍ୱ ବିନା କୌଣସି ଯୋଜନା ସଫଳ ହୋଇପାରିବ ନାହିଁ । ସରକାର, ସମାଜ ଓ ନାଗରିକ ସମସ୍ତଙ୍କୁ ମିଳିମିଶି ଏହି ତିନୋଟି ସମସ୍ୟାର ସମାଧାନ ପାଇଁ ଆଗେଇ ଆସିବାକୁ ହେବ ।: [1236, 249, 1490, 341]
sudoku-prev-cell: [306, 1632, 330, 1647]
sudoku-cell[interactable]: [222, 1432, 258, 1460]
sudoku-prev-cell: [355, 1632, 379, 1647]
sudoku-prev-cell: [232, 1572, 256, 1587]
years25-item: [1218, 1636, 1482, 1667]
sudoku-cell[interactable]: E: [150, 1348, 186, 1376]
main-author-name: ଡ. ନରହରି ବେହେରା: [538, 203, 638, 218]
sudoku-cell[interactable]: [331, 1264, 367, 1292]
sudoku-prev-cell: [306, 1572, 330, 1587]
author-photo: [10, 186, 110, 306]
sudoku-prev-cell: [208, 1542, 232, 1557]
logo: [12, 6, 394, 70]
ei-bharatare-text: ମହିଳାମାନେ ସ୍ୱାମୀଙ୍କୁ ସବୁବେଳେ ଭଗବାନ ଭାବନ୍ତି । ମହାରାଷ୍ଟ୍ରର ଜଣେ ମହିଳା ତାଙ୍କ ସ୍ୱାମୀଙ୍କ ପାଇଁ ଅଦ୍ଭୁତ ଉଦାହରଣ ସୃଷ୍ଟି କରିଛନ୍ତି । ସ୍ୱାମୀ ଅସୁସ୍ଥ ହେବାରୁ ସେ ଦିନରାତି ତାଙ୍କର ସେବା କରିଥିଲେ । ବହୁ ଅସୁବିଧା ସତ୍ତ୍ୱେ ସେ ହାର ମାନିନଥିଲେ । ତାଙ୍କ ସାହସ ଓ ନିଷ୍ଠା ଦେଖି ଗାଁ ଲୋକେ ପ୍ରଶଂସା କରିଥିଲେ । ଆଜି ସ୍ୱାମୀ ସୁସ୍ଥ ଅଛନ୍ତି ଏବଂ ସେମାନେ ଖୁସିରେ ଜୀବନ କାଟୁଛନ୍ତି ।: [1210, 1047, 1490, 1155]
sudoku-cell[interactable]: [295, 1264, 331, 1292]
sudoku-cell[interactable]: [113, 1236, 149, 1264]
main-headline: ଅନ୍ତହୀନ ତିନୋଟି ସମସ୍ୟା: [688, 130, 1471, 216]
years25-paper: ଧରିତ୍ରୀ: [1306, 1535, 1375, 1560]
sudoku-cell[interactable]: [331, 1404, 367, 1432]
masthead: [0, 0, 1500, 110]
sudoku-instruction: ସୁଡୋକୁର ପ୍ରତି: [28, 1543, 96, 1557]
sudoku-cell[interactable]: [41, 1236, 77, 1264]
sudoku-cell[interactable]: [295, 1292, 331, 1320]
sudoku-cell[interactable]: [295, 1432, 331, 1460]
sudoku-prev-cell: [208, 1587, 232, 1602]
page-number: ୭: [1459, 11, 1484, 57]
poem-box: [10, 980, 398, 1152]
sudoku-cell[interactable]: [186, 1320, 222, 1348]
dharma-col-a: [414, 1128, 659, 2008]
sudoku-cell[interactable]: [222, 1404, 258, 1432]
column-name: ଦିଲ୍ଲୀକା ବାବୁ: [130, 186, 398, 228]
sudoku-prev-cell: [257, 1587, 281, 1602]
dropcap: ପ୍ର: [414, 248, 475, 290]
poem-line: ଲିଭାଇ ଦିଅନ୍ତି ନିଜ ଦେହ ଜାଳି: [65, 1051, 205, 1066]
sudoku-cell[interactable]: [113, 1432, 149, 1460]
sudoku-prev-cell: [306, 1542, 330, 1557]
grey-mark: [1390, 2310, 1404, 2324]
sudoku-prev-cell: [183, 1632, 207, 1647]
jilla-district: ଯାଜପୁର: [1314, 1736, 1386, 1762]
sudoku-cell[interactable]: [77, 1432, 113, 1460]
